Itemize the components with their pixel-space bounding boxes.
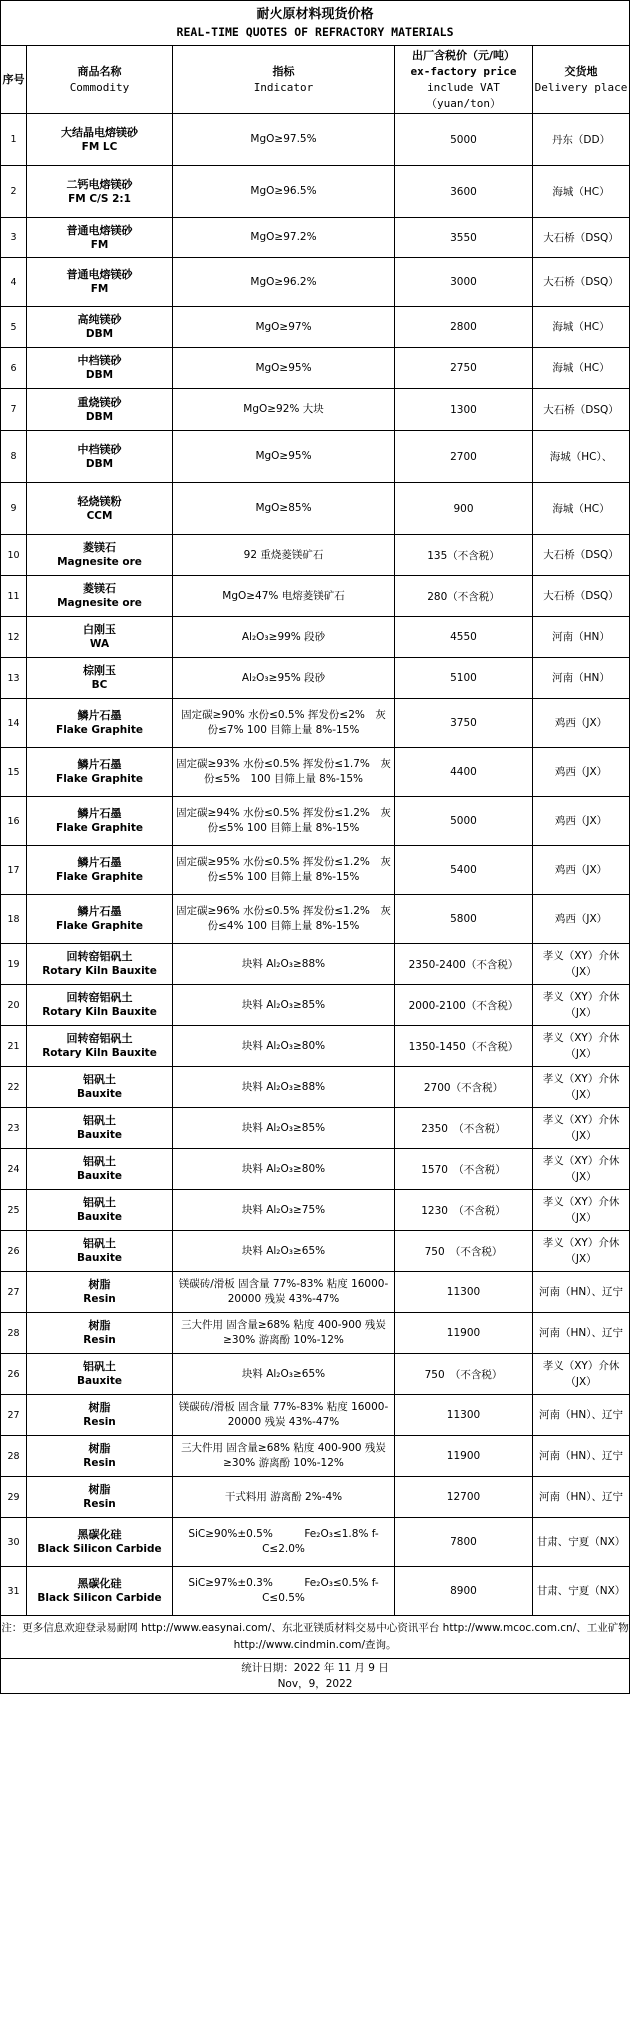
delivery-cell: 海城（HC）、 [533, 431, 630, 483]
row-number: 27 [1, 1395, 27, 1436]
delivery-cell: 大石桥（DSQ） [533, 218, 630, 258]
row-number: 16 [1, 797, 27, 846]
table-row [1, 1272, 630, 1313]
price-cell: 3000 [395, 258, 533, 307]
delivery-cell: 鸡西（JX） [533, 797, 630, 846]
table-row [1, 389, 630, 431]
title-cn: 耐火原材料现货价格 [256, 7, 374, 22]
commodity-cell [27, 166, 173, 218]
table-row [1, 1477, 630, 1518]
table-row [1, 1026, 630, 1067]
commodity-cn: 鳞片石墨 [77, 807, 122, 820]
table-row [1, 218, 630, 258]
commodity-cn: 中档镁砂 [77, 354, 122, 367]
table-row [1, 797, 630, 846]
price-cell: 5400 [395, 846, 533, 895]
indicator-cell: 固定碳≥95% 水份≤0.5% 挥发份≤1.2% 灰份≤5% 100 目筛上量 8%-15% [173, 846, 395, 895]
table-row [1, 114, 630, 166]
commodity-en: Bauxite [76, 1252, 123, 1264]
commodity-cn: 大结晶电熔镁砂 [61, 125, 138, 139]
table-row [1, 944, 630, 985]
commodity-en: Resin [83, 1498, 116, 1510]
header-commodity: 商品名称 Commodity [27, 46, 173, 114]
commodity-cn: 铝矾土 [83, 1114, 116, 1127]
commodity-cn: 鳞片石墨 [77, 709, 122, 722]
table-row [1, 1313, 630, 1354]
commodity-cell [27, 348, 173, 389]
commodity-en: Bauxite [76, 1129, 123, 1141]
commodity-cn: 普通电熔镁砂 [66, 223, 133, 237]
table-row [1, 617, 630, 658]
indicator-cell: 三大件用 固含量≥68% 粘度 400-900 残炭≥30% 游离酚 10%-12% [173, 1436, 395, 1477]
stats-date-cn: 统计日期：2022 年 11 月 9 日 [241, 1662, 389, 1674]
row-number: 17 [1, 846, 27, 895]
row-number: 3 [1, 218, 27, 258]
indicator-cell: MgO≥85% [173, 483, 395, 535]
row-number: 28 [1, 1436, 27, 1477]
commodity-en: DBM [85, 457, 114, 470]
commodity-cell [27, 895, 173, 944]
price-cell: 3550 [395, 218, 533, 258]
table-row [1, 699, 630, 748]
price-cell: 2350 （不含税） [395, 1108, 533, 1149]
table-row [1, 166, 630, 218]
title-row [1, 1, 630, 46]
commodity-en: Resin [83, 1457, 116, 1469]
delivery-cell: 孝义（XY）介休（JX） [533, 1026, 630, 1067]
commodity-cn: 铝矾土 [83, 1196, 116, 1209]
table-row [1, 431, 630, 483]
indicator-cell: 固定碳≥96% 水份≤0.5% 挥发份≤1.2% 灰份≤4% 100 目筛上量 8%-15% [173, 895, 395, 944]
commodity-cell [27, 258, 173, 307]
commodity-cn: 铝矾土 [83, 1237, 116, 1250]
commodity-en: Bauxite [76, 1088, 123, 1100]
delivery-cell: 孝义（XY）介休（JX） [533, 944, 630, 985]
indicator-cell: 固定碳≥93% 水份≤0.5% 挥发份≤1.7% 灰份≤5% 100 目筛上量 8%-15% [173, 748, 395, 797]
price-cell: 2350-2400（不含税） [395, 944, 533, 985]
commodity-cell [27, 1272, 173, 1313]
commodity-cell [27, 617, 173, 658]
commodity-en: Magnesite ore [57, 597, 142, 609]
commodity-en: Resin [83, 1334, 116, 1346]
price-cell: 900 [395, 483, 533, 535]
indicator-cell: MgO≥47% 电熔菱镁矿石 [173, 576, 395, 617]
commodity-en: Resin [83, 1293, 116, 1305]
indicator-cell: 固定碳≥90% 水份≤0.5% 挥发份≤2% 灰份≤7% 100 目筛上量 8%-15% [173, 699, 395, 748]
row-number: 25 [1, 1190, 27, 1231]
table-row [1, 985, 630, 1026]
indicator-cell: 块料 Al₂O₃≥88% [173, 1067, 395, 1108]
indicator-cell: MgO≥92% 大块 [173, 389, 395, 431]
price-cell: 5800 [395, 895, 533, 944]
row-number: 19 [1, 944, 27, 985]
commodity-cell [27, 535, 173, 576]
commodity-cn: 铝矾土 [83, 1155, 116, 1168]
commodity-cell [27, 431, 173, 483]
header-price: 出厂含税价（元/吨） ex-factory price include VAT （yuan/ton） [395, 46, 533, 114]
indicator-cell: 块料 Al₂O₃≥75% [173, 1190, 395, 1231]
price-cell: 1300 [395, 389, 533, 431]
row-number: 12 [1, 617, 27, 658]
delivery-cell: 河南（HN）、辽宁 [533, 1436, 630, 1477]
indicator-cell: MgO≥97.5% [173, 114, 395, 166]
table-row [1, 348, 630, 389]
commodity-cn: 鳞片石墨 [77, 856, 122, 869]
price-cell: 135（不含税） [395, 535, 533, 576]
commodity-cn: 回转窑铝矾土 [66, 950, 133, 963]
commodity-en: Bauxite [76, 1375, 123, 1387]
table-row [1, 895, 630, 944]
price-cell: 11900 [395, 1436, 533, 1477]
commodity-cn: 树脂 [88, 1401, 111, 1414]
commodity-en: Flake Graphite [56, 920, 143, 932]
commodity-cn: 黑碳化硅 [77, 1528, 122, 1541]
commodity-cn: 铝矾土 [83, 1073, 116, 1086]
indicator-cell: SiC≥97%±0.3% Fe₂O₃≤0.5% f-C≤0.5% [173, 1567, 395, 1616]
price-cell: 2700 [395, 431, 533, 483]
price-cell: 1350-1450（不含税） [395, 1026, 533, 1067]
row-number: 26 [1, 1231, 27, 1272]
commodity-en: Black Silicon Carbide [37, 1543, 162, 1555]
commodity-en: DBM [85, 328, 114, 340]
indicator-cell: MgO≥95% [173, 431, 395, 483]
commodity-cn: 树脂 [88, 1442, 111, 1455]
commodity-cn: 鳞片石墨 [77, 758, 122, 771]
indicator-cell: SiC≥90%±0.5% Fe₂O₃≤1.8% f-C≤2.0% [173, 1518, 395, 1567]
indicator-cell: 块料 Al₂O₃≥88% [173, 944, 395, 985]
delivery-cell: 甘肃、宁夏（NX） [533, 1567, 630, 1616]
commodity-cn: 菱镁石 [83, 541, 116, 554]
delivery-cell: 甘肃、宁夏（NX） [533, 1518, 630, 1567]
commodity-cell [27, 1190, 173, 1231]
indicator-cell: 镁碳砖/滑板 固含量 77%-83% 粘度 16000-20000 残炭 43%-47% [173, 1395, 395, 1436]
row-number: 4 [1, 258, 27, 307]
table-row [1, 535, 630, 576]
indicator-cell: MgO≥97% [173, 307, 395, 348]
price-cell: 7800 [395, 1518, 533, 1567]
header-indicator: 指标 Indicator [173, 46, 395, 114]
delivery-cell: 大石桥（DSQ） [533, 258, 630, 307]
commodity-cn: 铝矾土 [83, 1360, 116, 1373]
indicator-cell: 块料 Al₂O₃≥85% [173, 1108, 395, 1149]
row-number: 31 [1, 1567, 27, 1616]
delivery-cell: 海城（HC） [533, 166, 630, 218]
commodity-en: Bauxite [76, 1170, 123, 1182]
commodity-cell [27, 748, 173, 797]
commodity-cn: 回转窑铝矾土 [66, 991, 133, 1004]
indicator-cell: MgO≥96.2% [173, 258, 395, 307]
price-cell: 11300 [395, 1272, 533, 1313]
commodity-en: Rotary Kiln Bauxite [42, 1006, 157, 1018]
commodity-en: BC [91, 679, 108, 691]
indicator-cell: Al₂O₃≥95% 段砂 [173, 658, 395, 699]
indicator-cell: 块料 Al₂O₃≥65% [173, 1231, 395, 1272]
commodity-cell [27, 1518, 173, 1567]
table-row [1, 1108, 630, 1149]
commodity-cn: 轻烧镁粉 [77, 494, 122, 508]
price-cell: 11900 [395, 1313, 533, 1354]
table-row [1, 1395, 630, 1436]
price-cell: 280（不含税） [395, 576, 533, 617]
indicator-cell: 三大件用 固含量≥68% 粘度 400-900 残炭≥30% 游离酚 10%-12% [173, 1313, 395, 1354]
commodity-en: FM [90, 283, 109, 295]
commodity-cn: 白刚玉 [83, 623, 116, 636]
delivery-cell: 大石桥（DSQ） [533, 535, 630, 576]
indicator-cell: 块料 Al₂O₃≥80% [173, 1149, 395, 1190]
delivery-cell: 孝义（XY）介休（JX） [533, 1149, 630, 1190]
delivery-cell: 孝义（XY）介休（JX） [533, 1231, 630, 1272]
commodity-cell [27, 1313, 173, 1354]
table-row [1, 576, 630, 617]
row-number: 21 [1, 1026, 27, 1067]
delivery-cell: 河南（HN）、辽宁 [533, 1272, 630, 1313]
commodity-cell [27, 1149, 173, 1190]
header-no: 序号 [1, 46, 27, 114]
commodity-cell [27, 699, 173, 748]
price-cell: 2000-2100（不含税） [395, 985, 533, 1026]
commodity-cn: 树脂 [88, 1483, 111, 1496]
price-cell: 2800 [395, 307, 533, 348]
row-number: 23 [1, 1108, 27, 1149]
table-row [1, 1190, 630, 1231]
table-row [1, 1518, 630, 1567]
delivery-cell: 大石桥（DSQ） [533, 389, 630, 431]
delivery-cell: 大石桥（DSQ） [533, 576, 630, 617]
delivery-cell: 丹东（DD） [533, 114, 630, 166]
commodity-cn: 普通电熔镁砂 [66, 268, 133, 281]
delivery-cell: 河南（HN） [533, 617, 630, 658]
row-number: 14 [1, 699, 27, 748]
commodity-cell [27, 1567, 173, 1616]
commodity-en: Flake Graphite [56, 724, 143, 736]
commodity-en: Flake Graphite [56, 871, 143, 883]
title-en: REAL-TIME QUOTES OF REFRACTORY MATERIALS [176, 25, 454, 39]
price-cell: 3750 [395, 699, 533, 748]
indicator-cell: 块料 Al₂O₃≥65% [173, 1354, 395, 1395]
row-number: 20 [1, 985, 27, 1026]
delivery-cell: 孝义（XY）介休（JX） [533, 985, 630, 1026]
row-number: 29 [1, 1477, 27, 1518]
commodity-cn: 回转窑铝矾土 [66, 1032, 133, 1045]
row-number: 6 [1, 348, 27, 389]
indicator-cell: Al₂O₃≥99% 段砂 [173, 617, 395, 658]
row-number: 24 [1, 1149, 27, 1190]
commodity-cn: 黑碳化硅 [77, 1577, 122, 1590]
commodity-cn: 重烧镁砂 [77, 395, 122, 409]
indicator-cell: MgO≥95% [173, 348, 395, 389]
commodity-cn: 菱镁石 [83, 582, 116, 595]
table-row [1, 1436, 630, 1477]
price-cell: 1230 （不含税） [395, 1190, 533, 1231]
price-cell: 11300 [395, 1395, 533, 1436]
commodity-cell [27, 576, 173, 617]
delivery-cell: 河南（HN）、辽宁 [533, 1477, 630, 1518]
commodity-cell [27, 483, 173, 535]
commodity-cell [27, 1354, 173, 1395]
row-number: 27 [1, 1272, 27, 1313]
commodity-cell [27, 1477, 173, 1518]
date-row [1, 1659, 630, 1694]
delivery-cell: 海城（HC） [533, 483, 630, 535]
delivery-cell: 河南（HN）、辽宁 [533, 1313, 630, 1354]
price-cell: 8900 [395, 1567, 533, 1616]
row-number: 15 [1, 748, 27, 797]
row-number: 8 [1, 431, 27, 483]
commodity-en: Flake Graphite [56, 773, 143, 785]
price-cell: 2700（不含税） [395, 1067, 533, 1108]
table-row [1, 1567, 630, 1616]
indicator-cell: 块料 Al₂O₃≥80% [173, 1026, 395, 1067]
delivery-cell: 河南（HN） [533, 658, 630, 699]
table-row [1, 258, 630, 307]
commodity-en: FM C/S 2:1 [68, 192, 131, 205]
commodity-cn: 鳞片石墨 [77, 905, 122, 918]
row-number: 5 [1, 307, 27, 348]
commodity-en: DBM [85, 410, 114, 423]
indicator-cell: 92 重烧菱镁矿石 [173, 535, 395, 576]
price-cell: 4400 [395, 748, 533, 797]
table-row [1, 748, 630, 797]
commodity-en: Black Silicon Carbide [37, 1592, 162, 1604]
table-row [1, 1231, 630, 1272]
commodity-en: FM LC [81, 140, 118, 153]
indicator-cell: 固定碳≥94% 水份≤0.5% 挥发份≤1.2% 灰份≤5% 100 目筛上量 8%-15% [173, 797, 395, 846]
row-number: 1 [1, 114, 27, 166]
commodity-en: Rotary Kiln Bauxite [42, 965, 157, 977]
note-text: 注：更多信息欢迎登录易耐网 http://www.easynai.com/、东北亚镁质材料交易中心资讯平台 http://www.mcoc.com.cn/、工业矿物 http://www.cindmin.com/查询。 [1, 1622, 629, 1651]
delivery-cell: 鸡西（JX） [533, 846, 630, 895]
commodity-cell [27, 114, 173, 166]
commodity-cn: 高纯镁砂 [77, 313, 122, 326]
price-cell: 750 （不含税） [395, 1231, 533, 1272]
commodity-cell [27, 797, 173, 846]
commodity-cell [27, 218, 173, 258]
commodity-cn: 二钙电熔镁砂 [66, 177, 133, 191]
price-cell: 750 （不含税） [395, 1354, 533, 1395]
row-number: 18 [1, 895, 27, 944]
stats-date-en: Nov，9，2022 [277, 1678, 353, 1690]
commodity-en: Rotary Kiln Bauxite [42, 1047, 157, 1059]
indicator-cell: 块料 Al₂O₃≥85% [173, 985, 395, 1026]
delivery-cell: 海城（HC） [533, 348, 630, 389]
row-number: 30 [1, 1518, 27, 1567]
table-row [1, 483, 630, 535]
table-row [1, 1354, 630, 1395]
price-cell: 2750 [395, 348, 533, 389]
row-number: 13 [1, 658, 27, 699]
row-number: 7 [1, 389, 27, 431]
commodity-en: WA [89, 638, 110, 650]
commodity-cell [27, 1231, 173, 1272]
indicator-cell: 干式料用 游离酚 2%-4% [173, 1477, 395, 1518]
delivery-cell: 孝义（XY）介休（JX） [533, 1354, 630, 1395]
indicator-cell: MgO≥97.2% [173, 218, 395, 258]
delivery-cell: 鸡西（JX） [533, 895, 630, 944]
commodity-cell [27, 1026, 173, 1067]
commodity-cell [27, 944, 173, 985]
row-number: 10 [1, 535, 27, 576]
commodity-cn: 棕刚玉 [83, 664, 116, 677]
price-cell: 5000 [395, 797, 533, 846]
commodity-cell [27, 1436, 173, 1477]
commodity-cell [27, 658, 173, 699]
price-cell: 12700 [395, 1477, 533, 1518]
commodity-cell [27, 1108, 173, 1149]
commodity-en: DBM [85, 369, 114, 381]
commodity-cell [27, 846, 173, 895]
commodity-en: Magnesite ore [57, 556, 142, 568]
header-row [1, 46, 630, 114]
delivery-cell: 孝义（XY）介休（JX） [533, 1108, 630, 1149]
commodity-cell [27, 985, 173, 1026]
commodity-cn: 树脂 [88, 1278, 111, 1291]
row-number: 26 [1, 1354, 27, 1395]
row-number: 28 [1, 1313, 27, 1354]
commodity-en: CCM [86, 509, 113, 522]
table-row [1, 658, 630, 699]
table-row [1, 307, 630, 348]
commodity-cell [27, 1395, 173, 1436]
row-number: 9 [1, 483, 27, 535]
note-row [1, 1616, 630, 1659]
row-number: 22 [1, 1067, 27, 1108]
price-cell: 5100 [395, 658, 533, 699]
table-row [1, 846, 630, 895]
delivery-cell: 海城（HC） [533, 307, 630, 348]
commodity-en: Resin [83, 1416, 116, 1428]
delivery-cell: 孝义（XY）介休（JX） [533, 1067, 630, 1108]
price-cell: 4550 [395, 617, 533, 658]
commodity-cell [27, 307, 173, 348]
row-number: 11 [1, 576, 27, 617]
delivery-cell: 孝义（XY）介休（JX） [533, 1190, 630, 1231]
indicator-cell: 镁碳砖/滑板 固含量 77%-83% 粘度 16000-20000 残炭 43%-47% [173, 1272, 395, 1313]
delivery-cell: 河南（HN）、辽宁 [533, 1395, 630, 1436]
price-cell: 5000 [395, 114, 533, 166]
commodity-cn: 树脂 [88, 1319, 111, 1332]
table-row [1, 1067, 630, 1108]
commodity-en: Bauxite [76, 1211, 123, 1223]
indicator-cell: MgO≥96.5% [173, 166, 395, 218]
table-row [1, 1149, 630, 1190]
row-number: 2 [1, 166, 27, 218]
price-cell: 3600 [395, 166, 533, 218]
commodity-cn: 中档镁砂 [77, 442, 122, 456]
price-cell: 1570 （不含税） [395, 1149, 533, 1190]
delivery-cell: 鸡西（JX） [533, 699, 630, 748]
commodity-cell [27, 389, 173, 431]
commodity-cell [27, 1067, 173, 1108]
commodity-en: FM [90, 238, 109, 251]
header-delivery: 交货地 Delivery place [533, 46, 630, 114]
commodity-en: Flake Graphite [56, 822, 143, 834]
delivery-cell: 鸡西（JX） [533, 748, 630, 797]
